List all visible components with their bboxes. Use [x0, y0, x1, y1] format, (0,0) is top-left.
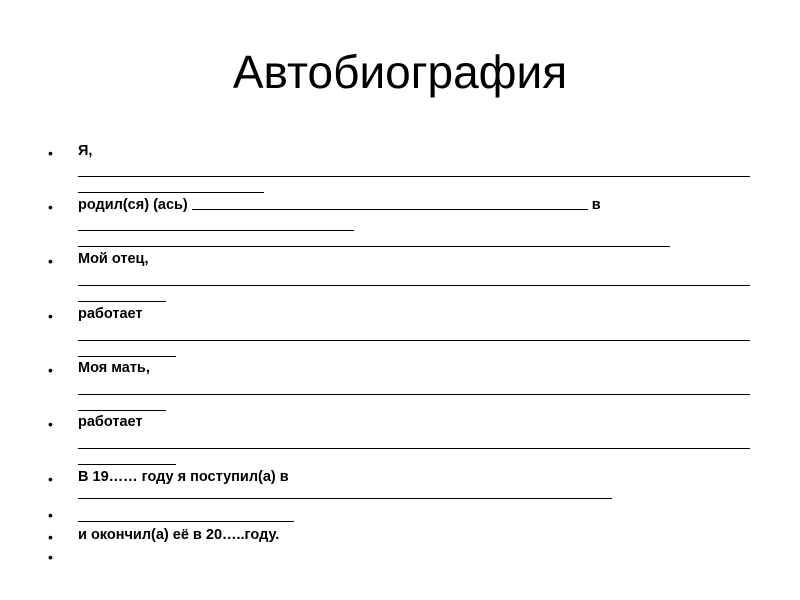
bullet-icon: •	[48, 416, 53, 432]
list-item-text: Я,	[78, 143, 93, 159]
list-item	[78, 143, 758, 159]
blank-line[interactable]	[78, 394, 750, 395]
bullet-icon: •	[48, 507, 53, 523]
blank-line[interactable]	[78, 230, 354, 231]
blank-line[interactable]	[78, 301, 166, 302]
list-item	[78, 469, 758, 485]
bullet-icon: •	[48, 199, 53, 215]
bullet-icon: •	[48, 549, 53, 565]
blank-line[interactable]	[78, 410, 166, 411]
list-item-text: работает	[78, 414, 143, 430]
blank-line[interactable]	[78, 246, 670, 247]
list-item	[78, 251, 758, 267]
bullet-icon: •	[48, 308, 53, 324]
blank-line[interactable]	[192, 209, 588, 210]
blank-line[interactable]	[78, 285, 750, 286]
list-item-text: Мой отец,	[78, 251, 149, 267]
bullet-icon: •	[48, 253, 53, 269]
list-item	[78, 414, 758, 430]
list-item-text: и окончил(а) её в 20…..году.	[78, 527, 280, 543]
list-item	[78, 306, 758, 322]
blank-line[interactable]	[78, 340, 750, 341]
list-item-suffix: в	[591, 197, 601, 213]
blank-line[interactable]	[78, 176, 750, 177]
blank-line[interactable]	[78, 498, 612, 499]
list-item-text: В 19…… году я поступил(а) в	[78, 469, 289, 485]
bullet-icon: •	[48, 529, 53, 545]
bullet-icon: •	[48, 362, 53, 378]
list-item-text: работает	[78, 306, 143, 322]
list-item	[78, 360, 758, 376]
bullet-icon: •	[48, 471, 53, 487]
blank-line[interactable]	[78, 356, 176, 357]
list-item	[78, 197, 758, 213]
blank-line[interactable]	[78, 448, 750, 449]
list-item-text: Моя мать,	[78, 360, 150, 376]
page-title: Автобиография	[232, 46, 568, 98]
blank-line[interactable]	[78, 464, 176, 465]
list-item-text: родил(ся) (ась)	[78, 197, 188, 213]
bullet-icon: •	[48, 145, 53, 161]
blank-line[interactable]	[78, 521, 294, 522]
list-item	[78, 527, 758, 543]
blank-line[interactable]	[78, 192, 264, 193]
